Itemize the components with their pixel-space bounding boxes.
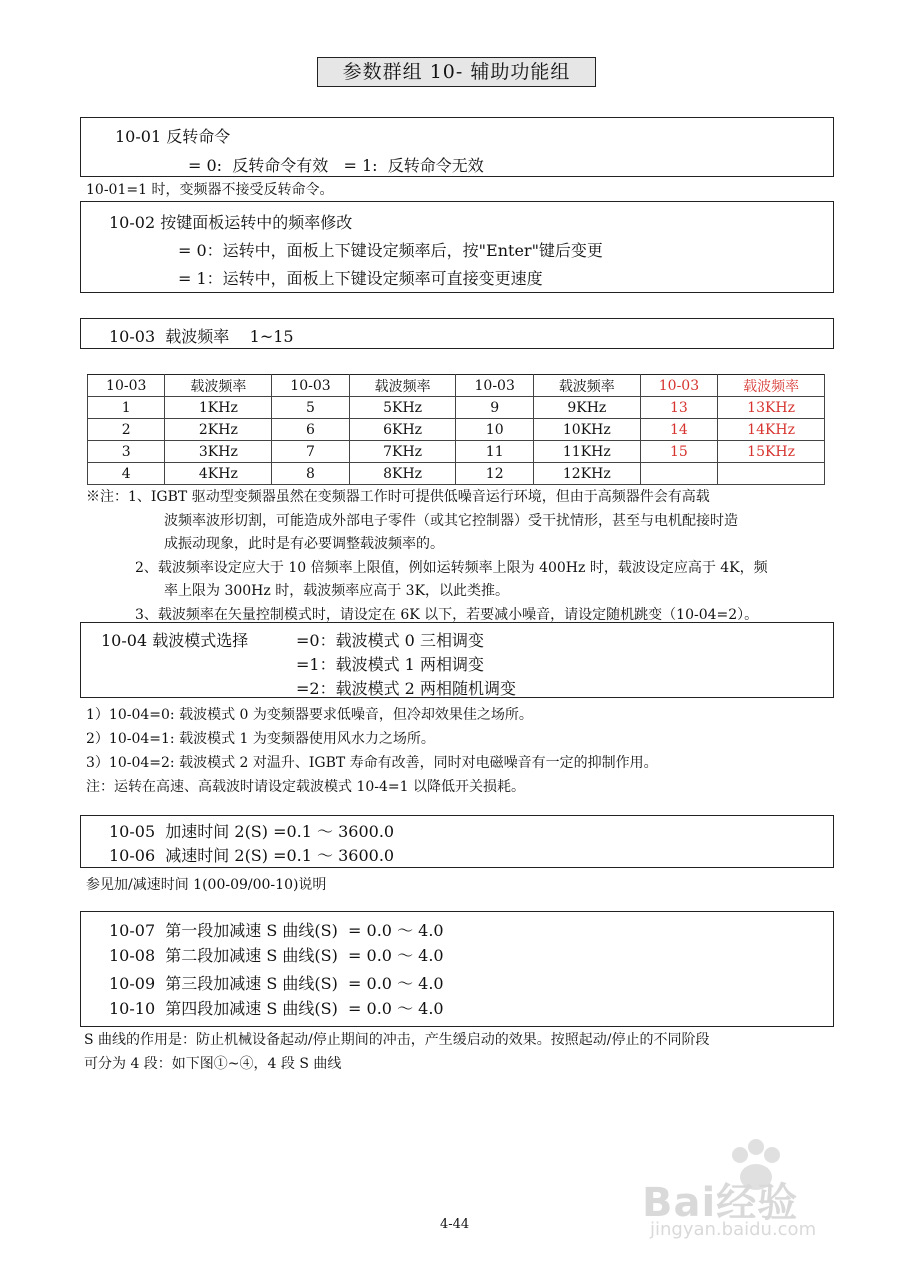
table-row [88, 397, 825, 419]
table-cell: 8KHz [349, 463, 456, 485]
table-cell: 2 [88, 419, 165, 441]
table-row [88, 463, 825, 485]
watermark-url: jingyan.baidu.com [650, 1219, 817, 1240]
param-10-01-options: = 0: 反转命令有效 = 1: 反转命令无效 [188, 156, 484, 175]
param-10-10-line: 10-10 第四段加减速 S 曲线(S) = 0.0 ～ 4.0 [109, 999, 444, 1018]
param-10-05-note: 参见加/减速时间 1(00-09/00-10)说明 [86, 877, 327, 893]
param-10-04-header: 10-04 载波模式选择 [101, 631, 249, 650]
table-cell: 12KHz [533, 463, 640, 485]
table-cell: 5 [272, 397, 349, 419]
param-10-04-note-3: 3）10-04=2: 载波模式 2 对温升、IGBT 寿命有改善，同时对电磁噪音有一定的抑制作用。 [86, 755, 658, 771]
table-cell [640, 463, 717, 485]
table-cell: 13KHz [718, 397, 825, 419]
table-cell: 3KHz [165, 441, 272, 463]
param-10-04-option-2: =2：载波模式 2 两相随机调变 [296, 679, 516, 698]
table-header-cell: 载波频率 [165, 375, 272, 397]
param-10-01-note: 10-01=1 时，变频器不接受反转命令。 [86, 182, 334, 198]
table-header-cell: 10-03 [272, 375, 349, 397]
param-10-04-option-0: =0：载波模式 0 三相调变 [296, 631, 484, 650]
table-cell: 7 [272, 441, 349, 463]
param-10-09-line: 10-09 第三段加减速 S 曲线(S) = 0.0 ～ 4.0 [109, 974, 444, 993]
watermark-brand: Bai经验 [642, 1180, 799, 1226]
table-cell: 13 [640, 397, 717, 419]
carrier-note-2b: 率上限为 300Hz 时，载波频率应高于 3K，以此类推。 [164, 583, 510, 599]
carrier-note-1b: 波频率波形切割，可能造成外部电子零件（或其它控制器）受干扰情形，甚至与电机配接时造 [164, 513, 738, 529]
table-cell: 8 [272, 463, 349, 485]
table-cell: 14 [640, 419, 717, 441]
table-cell: 15 [640, 441, 717, 463]
carrier-note-1a: ※注：1、IGBT 驱动型变频器虽然在变频器工作时可提供低噪音运行环境，但由于高频器件会有高载 [86, 489, 710, 505]
table-cell: 10 [456, 419, 533, 441]
table-header-cell: 载波频率 [718, 375, 825, 397]
param-10-01-header: 10-01 反转命令 [115, 127, 231, 146]
table-cell: 11 [456, 441, 533, 463]
table-row [88, 419, 825, 441]
table-cell: 11KHz [533, 441, 640, 463]
table-cell: 10KHz [533, 419, 640, 441]
table-cell: 4 [88, 463, 165, 485]
table-cell: 6KHz [349, 419, 456, 441]
table-cell: 12 [456, 463, 533, 485]
page-title: 参数群组 10- 辅助功能组 [317, 57, 596, 87]
table-header-cell: 10-03 [640, 375, 717, 397]
table-cell [718, 463, 825, 485]
table-cell: 14KHz [718, 419, 825, 441]
param-10-07-line: 10-07 第一段加减速 S 曲线(S) = 0.0 ～ 4.0 [109, 921, 444, 940]
table-cell: 5KHz [349, 397, 456, 419]
s-curve-note-1: S 曲线的作用是：防止机械设备起动/停止期间的冲击，产生缓启动的效果。按照起动/停止的不同阶段 [84, 1032, 710, 1048]
table-header-cell: 载波频率 [349, 375, 456, 397]
baidu-watermark [642, 1133, 882, 1243]
table-header-cell: 10-03 [88, 375, 165, 397]
param-10-02-option-0: = 0：运转中，面板上下键设定频率后，按"Enter"键后变更 [178, 241, 603, 260]
carrier-frequency-table [87, 374, 825, 485]
table-cell: 2KHz [165, 419, 272, 441]
param-10-06-line: 10-06 减速时间 2(S) =0.1 ～ 3600.0 [109, 846, 395, 865]
param-10-04-note-4: 注：运转在高速、高载波时请设定载波模式 10-4=1 以降低开关损耗。 [86, 779, 525, 795]
param-10-04-option-1: =1：载波模式 1 两相调变 [296, 655, 484, 674]
table-cell: 4KHz [165, 463, 272, 485]
param-10-02-option-1: = 1：运转中，面板上下键设定频率可直接变更速度 [178, 269, 543, 288]
table-row [88, 441, 825, 463]
s-curve-note-2: 可分为 4 段：如下图①~④，4 段 S 曲线 [84, 1056, 342, 1072]
table-cell: 1 [88, 397, 165, 419]
table-header-row [88, 375, 825, 397]
page-number: 4-44 [440, 1217, 470, 1232]
param-10-04-note-2: 2）10-04=1: 载波模式 1 为变频器使用风水力之场所。 [86, 731, 435, 747]
param-10-08-line: 10-08 第二段加减速 S 曲线(S) = 0.0 ～ 4.0 [109, 946, 444, 965]
carrier-note-2a: 2、载波频率设定应大于 10 倍频率上限值，例如运转频率上限为 400Hz 时，载波设定应高于 4K，频 [135, 560, 768, 576]
param-10-04-note-1: 1）10-04=0: 载波模式 0 为变频器要求低噪音，但冷却效果佳之场所。 [86, 707, 533, 723]
param-10-02-header: 10-02 按键面板运转中的频率修改 [109, 213, 353, 232]
table-cell: 6 [272, 419, 349, 441]
param-10-03-header: 10-03 载波频率 1~15 [109, 327, 294, 346]
table-cell: 3 [88, 441, 165, 463]
table-cell: 7KHz [349, 441, 456, 463]
table-cell: 15KHz [718, 441, 825, 463]
carrier-note-3: 3、载波频率在矢量控制模式时，请设定在 6K 以下，若要减小噪音，请设定随机跳变（10-04=2）。 [135, 607, 759, 623]
table-cell: 9 [456, 397, 533, 419]
table-header-cell: 10-03 [456, 375, 533, 397]
table-cell: 1KHz [165, 397, 272, 419]
table-cell: 9KHz [533, 397, 640, 419]
table-header-cell: 载波频率 [533, 375, 640, 397]
param-10-05-line: 10-05 加速时间 2(S) =0.1 ～ 3600.0 [109, 822, 395, 841]
carrier-note-1c: 成振动现象，此时是有必要调整载波频率的。 [164, 536, 444, 552]
